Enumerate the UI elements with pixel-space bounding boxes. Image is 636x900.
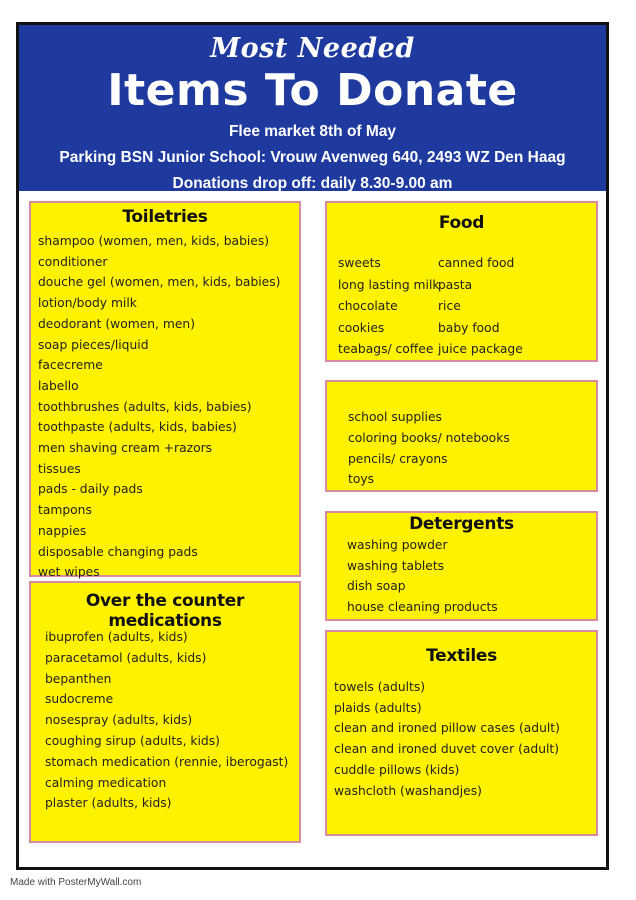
food-title: Food <box>438 213 485 233</box>
list-item: nappies <box>38 523 87 538</box>
list-item: washing powder <box>347 538 448 552</box>
medications-box <box>29 581 301 843</box>
list-item: plaids (adults) <box>334 700 422 715</box>
list-item: clean and ironed duvet cover (adult) <box>334 742 560 757</box>
toiletries-box <box>29 201 301 580</box>
list-item: house cleaning products <box>347 599 498 614</box>
list-item: nosespray (adults, kids) <box>45 713 193 728</box>
detergents-box <box>325 511 598 621</box>
list-item: calming medication <box>45 775 167 790</box>
location-line: Parking BSN Junior School: Vrouw Avenweg 640, 2493 WZ Den Haag <box>59 149 566 166</box>
list-item: wet wipes <box>38 565 100 580</box>
list-item: canned food <box>438 256 515 270</box>
list-item: stomach medication (rennie, iberogast) <box>45 754 289 769</box>
list-item: disposable changing pads <box>38 544 198 559</box>
list-item: tissues <box>38 461 81 476</box>
list-item: cuddle pillows (kids) <box>334 762 460 777</box>
footer-credit: Made with PosterMyWall.com <box>10 877 142 888</box>
food-box <box>325 201 598 362</box>
list-item: cookies <box>338 320 385 335</box>
detergents-title: Detergents <box>409 514 514 534</box>
list-item: tampons <box>38 503 92 518</box>
list-item: pads - daily pads <box>38 482 143 497</box>
list-item: conditioner <box>38 254 108 269</box>
list-item: baby food <box>438 320 500 335</box>
script-title: Most Needed <box>210 33 415 64</box>
list-item: rice <box>438 299 461 314</box>
list-item: chocolate <box>338 299 398 314</box>
list-item: soap pieces/liquid <box>38 337 149 352</box>
list-item: deodorant (women, men) <box>38 316 196 331</box>
list-item: sweets <box>338 256 381 270</box>
list-item: long lasting milk <box>338 277 440 292</box>
list-item: school supplies <box>348 410 442 424</box>
list-item: clean and ironed pillow cases (adult) <box>334 721 560 736</box>
list-item: washcloth (washandjes) <box>334 783 482 798</box>
medications-title: Over the counter medications <box>85 591 245 631</box>
list-item: facecreme <box>38 358 103 373</box>
textiles-box <box>325 630 598 836</box>
main-title: Items To Donate <box>107 65 518 116</box>
event-line: Flee market 8th of May <box>228 123 397 140</box>
header-banner <box>19 25 606 191</box>
list-item: juice package <box>438 342 523 357</box>
list-item: teabags/ coffee <box>338 342 434 357</box>
dropoff-line: Donations drop off: daily 8.30-9.00 am <box>172 175 453 192</box>
textiles-title: Textiles <box>426 646 497 666</box>
list-item: bepanthen <box>45 671 112 686</box>
toiletries-title: Toiletries <box>122 207 208 227</box>
list-item: douche gel (women, men, kids, babies) <box>38 275 281 290</box>
list-item: paracetamol (adults, kids) <box>45 650 207 665</box>
school-box <box>325 380 598 492</box>
list-item: plaster (adults, kids) <box>45 796 172 811</box>
list-item: pencils/ crayons <box>348 451 448 466</box>
list-item: pasta <box>438 277 473 292</box>
list-item: labello <box>38 378 79 393</box>
list-item: coloring books/ notebooks <box>348 430 510 445</box>
list-item: shampoo (women, men, kids, babies) <box>38 234 270 248</box>
list-item: dish soap <box>347 579 406 594</box>
list-item: towels (adults) <box>334 680 426 694</box>
list-item: ibuprofen (adults, kids) <box>45 630 188 644</box>
list-item: sudocreme <box>45 692 114 707</box>
list-item: toothpaste (adults, kids, babies) <box>38 420 237 435</box>
list-item: men shaving cream +razors <box>38 441 213 456</box>
list-item: lotion/body milk <box>38 296 137 311</box>
list-item: toys <box>348 472 375 487</box>
list-item: toothbrushes (adults, kids, babies) <box>38 399 252 414</box>
list-item: coughing sirup (adults, kids) <box>45 733 220 748</box>
list-item: washing tablets <box>347 558 445 573</box>
